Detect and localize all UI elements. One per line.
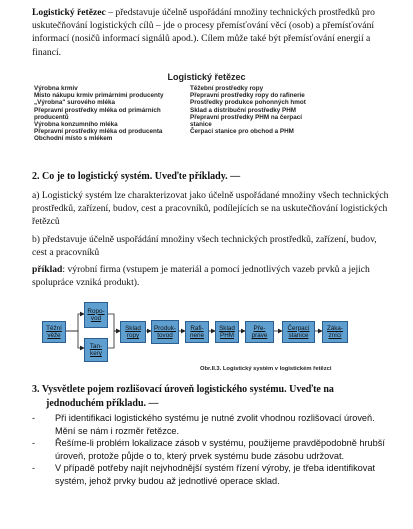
intro-text: – představuje účelně uspořádání množiny technických prostředků pro uskutečňování logistických cílů – jde o procesy přemísťování věcí (osob) a přemísťování informací (nosičů informací signálů apod.). Cílem může také být přemísťování energií a financí. — [32, 7, 375, 58]
arrow-tezni-tankery — [64, 331, 84, 348]
chain-right-item: Čerpací stanice pro obchod a PHM — [190, 128, 294, 136]
chain-left-list — [34, 85, 184, 142]
node-sklad-ropy: Sklad ropy — [120, 321, 146, 343]
node-preprava: Pře-prave — [245, 321, 274, 343]
chain-right-item: Těžební prostředky ropy — [190, 85, 264, 92]
example-text: : výrobní firma (vstupem je materiál a pomocí jednotlivých vazeb prvků a jejich spolupráce vzniká produkt). — [32, 264, 370, 289]
chain-right-list — [190, 85, 320, 135]
section3-heading — [32, 383, 392, 411]
arrow-tankery-sklad — [106, 331, 120, 348]
bullet-item — [32, 462, 392, 487]
chain-left-item: „Výrobna" surového mléka — [34, 99, 116, 107]
chain-right-item: Sklad a distribuční prostředky PHM — [190, 106, 297, 114]
chain-left-item: Výrobna krmiv — [34, 85, 78, 92]
section2-heading: 2. Co je to logistický systém. Uveďte příklady. — — [32, 171, 241, 182]
section3-heading-line2: jednoduchém příkladu. — — [46, 397, 159, 409]
chain-left-item: Přepravní prostředky mléka od primárních producentů — [34, 106, 161, 121]
node-sklad-phm: Sklad PHM — [215, 321, 239, 343]
arrow-ropovod-sklad — [106, 314, 120, 331]
node-tankery: Tan-kery — [84, 338, 108, 362]
section3-bullets — [32, 412, 392, 488]
chain-right-item: Přepravní prostředky ropy do rafinerie — [190, 92, 305, 100]
bullet-text: Při identifikaci logistického systému je nutné zvolit vhodnou rozlišovací úroveň. Mění se nám i rozměr řetězce. — [55, 413, 375, 436]
bullet-item — [32, 437, 392, 462]
chain-left-item: Výrobna konzumního mléka — [34, 120, 118, 128]
arrow-tezni-ropovod — [64, 314, 84, 331]
node-rafinerie: Rafi-nerie — [185, 321, 209, 343]
chain-left-item: Obchodní místo s mlékem — [34, 135, 113, 143]
section2-b: b) představuje účelně uspořádání množiny všech technických prostředků, zařízení, budov, cest a pracovníků — [32, 234, 377, 259]
node-cerpaci-stanice: Čerpací stanice — [282, 321, 315, 343]
section2-a: a) Logistický systém lze charakterizovat jako účelně uspořádané množiny všech technických prostředků, zařízení, budov, cest a pracovníků, podílejících se na uskutečňování logistických řetězců — [32, 190, 389, 228]
chain-right-item: Prostředky produkce pohonných hmot — [190, 99, 306, 107]
bullet-dash: - — [32, 413, 36, 423]
bullet-dash: - — [32, 438, 36, 449]
node-ropovod: Ropo-vod — [84, 302, 108, 328]
bullet-text: V případě potřeby najít nejvhodnější systém řízení výroby, je třeba identifikovat systém, jehož prvky budou až jednotlivé operace sklad. — [55, 463, 376, 486]
node-produktovod: Produk-tovod — [151, 320, 179, 344]
chain-title: Logistický řetězec — [167, 72, 246, 82]
bullet-item — [32, 412, 392, 437]
section2-example — [32, 263, 390, 289]
logistics-system-diagram — [32, 302, 384, 364]
diagram-caption: Obr.II.3. Logistický systém v logistickém řetězci — [200, 366, 332, 372]
intro-paragraph — [32, 6, 394, 59]
chain-left-item: Přepravní prostředky mléka od producenta — [34, 128, 163, 136]
chain-left-item: Místo nákupu krmiv primárními producenty — [34, 92, 164, 100]
bullet-dash: - — [32, 463, 36, 474]
example-label: příklad — [32, 264, 63, 275]
node-zakaznici: Záka-zníci — [322, 321, 348, 343]
section3-heading-line1: 3. Vysvětlete pojem rozlišovací úroveň logistického systému. Uveďte na — [32, 384, 334, 395]
intro-term: Logistický řetězec — [32, 7, 106, 18]
chain-right-item: Přepravní prostředky PHM na čerpací stanice — [190, 113, 302, 128]
bullet-text: Řešíme-li problém lokalizace zásob v systému, použijeme pravděpodobně hrubší úroveň, protože půjde o to, který prvek systému bude zásobu udržovat. — [55, 438, 385, 461]
node-tezni-veze: Těžní věže — [42, 321, 66, 343]
